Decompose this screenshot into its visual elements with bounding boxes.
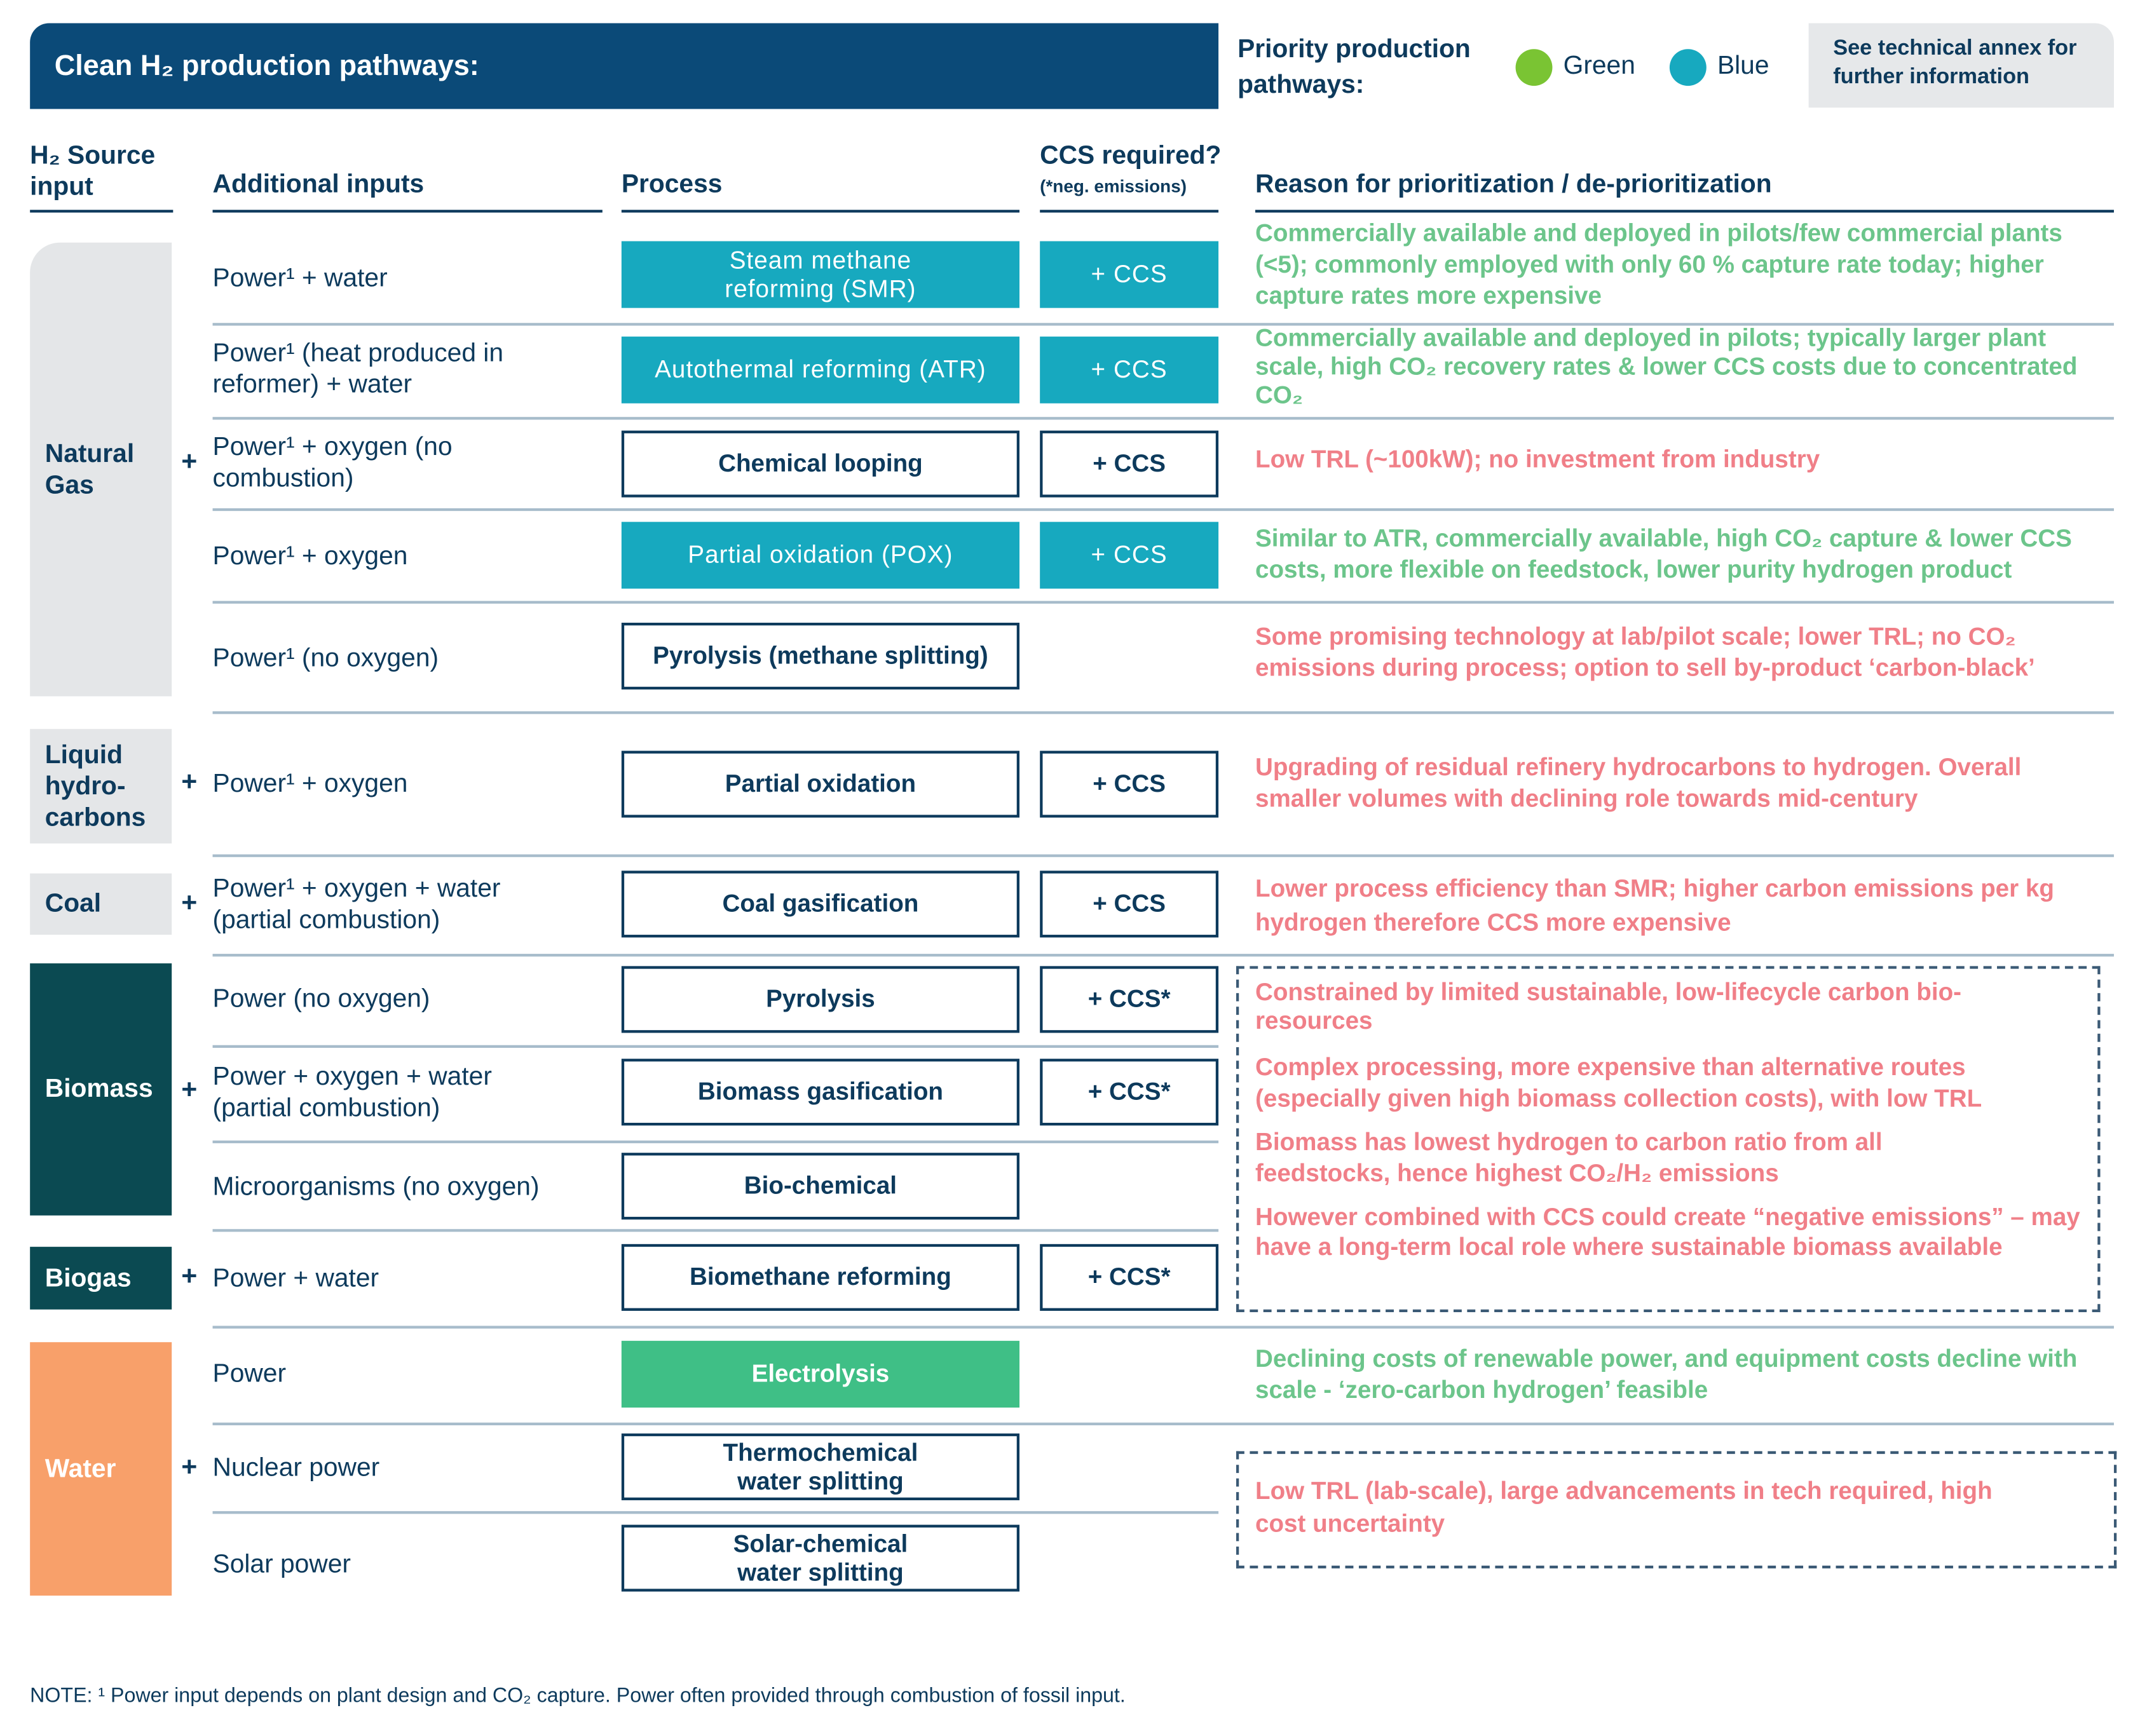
source-natural-gas (30, 243, 172, 696)
reason-row-5: Upgrading of residual refinery hydrocarbons to hydrogen. Overall smaller volumes with declining role towards mid-century (1255, 753, 2022, 813)
input-row-11: Power (212, 1360, 287, 1389)
reason-row-2: Low TRL (~100kW); no investment from industry (1255, 445, 1820, 473)
process-biomass-gasification: Biomass gasification (622, 1059, 1019, 1125)
input-row-12: Nuclear power (212, 1454, 380, 1483)
row-separator (213, 417, 2114, 419)
col-process-underline (622, 210, 1019, 212)
plus-liquid: + (181, 767, 198, 797)
process-biomethane-reforming: Biomethane reforming (622, 1244, 1019, 1311)
row-separator (213, 1141, 1219, 1143)
ccs-row-6: + CCS (1040, 871, 1218, 937)
process-coal-gasification: Coal gasification (622, 871, 1019, 937)
process-bio-chemical: Bio-chemical (622, 1153, 1019, 1219)
row-separator (213, 954, 2114, 956)
ccs-row-3: + CCS (1040, 522, 1218, 588)
title: Clean H₂ production pathways: (54, 50, 479, 81)
reason-row-3: Similar to ATR, commercially available, high CO₂ capture & lower CCS costs, more flexible on feedstock, lower purity hydrogen product (1255, 524, 2072, 583)
source-water-label: Water (44, 1455, 116, 1484)
row-separator (213, 1423, 2114, 1425)
ccs-row-0: + CCS (1040, 241, 1218, 308)
col-ccs: CCS required? (1040, 142, 1222, 171)
process-smr (622, 241, 1019, 308)
process-smr-label: Steam methane reforming (SMR) (725, 246, 917, 302)
biomass-reason-0: Constrained by limited sustainable, low-lifecycle carbon bio-resources (1255, 978, 1962, 1034)
process-pyrolysis: Pyrolysis (622, 966, 1019, 1033)
plus-water: + (181, 1452, 198, 1483)
input-row-9: Microorganisms (no oxygen) (212, 1173, 540, 1202)
row-separator (213, 601, 2114, 604)
row-separator (213, 508, 2114, 511)
reason-row-4: Some promising technology at lab/pilot scale; lower TRL; no CO₂ emissions during process; option to sell by-product ‘carbon-black’ (1255, 622, 2035, 682)
technical-annex-note: See technical annex for further information (1809, 23, 2114, 107)
source-liquid (30, 729, 172, 843)
water-reason: Low TRL (lab-scale), large advancements in tech required, high cost uncertainty (1255, 1477, 1993, 1537)
row-separator (213, 1326, 2114, 1329)
col-reason: Reason for prioritization / de-prioritization (1255, 170, 1772, 200)
col-source-underline (30, 210, 173, 212)
priority-label: Priority production pathways: (1237, 35, 1471, 100)
plus-natural-gas: + (181, 447, 198, 477)
process-pox: Partial oxidation (POX) (622, 522, 1019, 588)
input-row-8: Power + oxygen + water (partial combustion) (212, 1062, 492, 1123)
col-ccs-underline (1040, 210, 1218, 212)
green-dot-icon (1516, 49, 1553, 86)
process-thermochemical (622, 1434, 1019, 1500)
input-row-0: Power¹ + water (212, 264, 388, 294)
source-natural-gas-label: Natural Gas (44, 439, 135, 499)
row-separator (213, 1045, 1219, 1048)
footnote: NOTE: ¹ Power input depends on plant design and CO₂ capture. Power often provided through combustion of fossil input. (30, 1684, 1126, 1707)
input-row-13: Solar power (212, 1550, 351, 1580)
biomass-reason-1: Complex processing, more expensive than alternative routes (especially given high biomass collection costs), with low TRL (1255, 1053, 1982, 1112)
legend-blue: Blue (1717, 51, 1769, 81)
input-row-7: Power (no oxygen) (212, 985, 430, 1014)
input-row-6: Power¹ + oxygen + water (partial combustion) (212, 874, 501, 935)
row-separator (213, 1229, 1219, 1231)
source-biomass (30, 963, 172, 1216)
process-partial-oxidation: Partial oxidation (622, 751, 1019, 818)
input-row-4: Power¹ (no oxygen) (212, 644, 439, 674)
reason-row-0: Commercially available and deployed in pilots/few commercial plants (<5); commonly employed with only 60 % capture rate today; higher capture rates more expensive (1255, 219, 2062, 309)
ccs-row-5: + CCS (1040, 751, 1218, 818)
input-row-3: Power¹ + oxygen (212, 542, 408, 571)
row-separator (213, 1511, 1219, 1514)
plus-coal: + (181, 888, 198, 919)
row-separator (213, 855, 2114, 857)
col-ccs-sub: (*neg. emissions) (1040, 175, 1187, 196)
row-separator (213, 711, 2114, 714)
col-source: H₂ Source input (30, 142, 156, 202)
source-coal (30, 874, 172, 935)
process-atr: Autothermal reforming (ATR) (622, 337, 1019, 403)
source-liquid-label: Liquid hydro-carbons (44, 740, 146, 832)
source-coal-label: Coal (44, 890, 102, 919)
source-biogas-label: Biogas (44, 1263, 132, 1292)
reason-row-1: Commercially available and deployed in pilots; typically larger plant scale, high CO₂ recovery rates & lower CCS costs due to concentrated CO₂ (1255, 324, 2078, 409)
source-biomass-label: Biomass (44, 1075, 153, 1104)
process-pyrolysis-methane: Pyrolysis (methane splitting) (622, 623, 1019, 689)
process-electrolysis: Electrolysis (622, 1341, 1019, 1407)
process-solar-chemical-label: Solar-chemical water splitting (733, 1529, 908, 1586)
ccs-row-7: + CCS* (1040, 966, 1218, 1033)
ccs-row-8: + CCS* (1040, 1059, 1218, 1125)
process-chemical-looping: Chemical looping (622, 431, 1019, 498)
source-biogas (30, 1247, 172, 1310)
col-reason-underline (1255, 210, 2114, 212)
reason-row-11: Declining costs of renewable power, and equipment costs decline with scale - ‘zero-carbon hydrogen’ feasible (1255, 1345, 2078, 1404)
ccs-row-1: + CCS (1040, 337, 1218, 403)
biomass-reason-2: Biomass has lowest hydrogen to carbon ratio from all feedstocks, hence highest CO₂/H₂ emissions (1255, 1128, 1883, 1187)
col-process: Process (621, 170, 723, 200)
legend-green: Green (1563, 51, 1635, 81)
plus-biogas: + (181, 1261, 198, 1292)
input-row-1: Power¹ (heat produced in reformer) + water (212, 339, 504, 400)
input-row-2: Power¹ + oxygen (no combustion) (212, 433, 453, 494)
biomass-reason-3: However combined with CCS could create “negative emissions” – may have a long-term local role where sustainable biomass available (1255, 1203, 2080, 1261)
col-additional: Additional inputs (212, 170, 425, 200)
ccs-row-2: + CCS (1040, 431, 1218, 498)
input-row-5: Power¹ + oxygen (212, 770, 408, 799)
reason-row-6: Lower process efficiency than SMR; higher carbon emissions per kg hydrogen therefore CCS more expensive (1255, 874, 2054, 937)
ccs-row-10: + CCS* (1040, 1244, 1218, 1311)
plus-biomass: + (181, 1075, 198, 1106)
input-row-10: Power + water (212, 1265, 379, 1294)
blue-dot-icon (1670, 49, 1707, 86)
col-additional-underline (213, 210, 603, 212)
title-bar (30, 23, 1218, 109)
process-thermochemical-label: Thermochemical water splitting (723, 1438, 918, 1495)
process-solar-chemical (622, 1525, 1019, 1592)
source-water (30, 1342, 172, 1596)
